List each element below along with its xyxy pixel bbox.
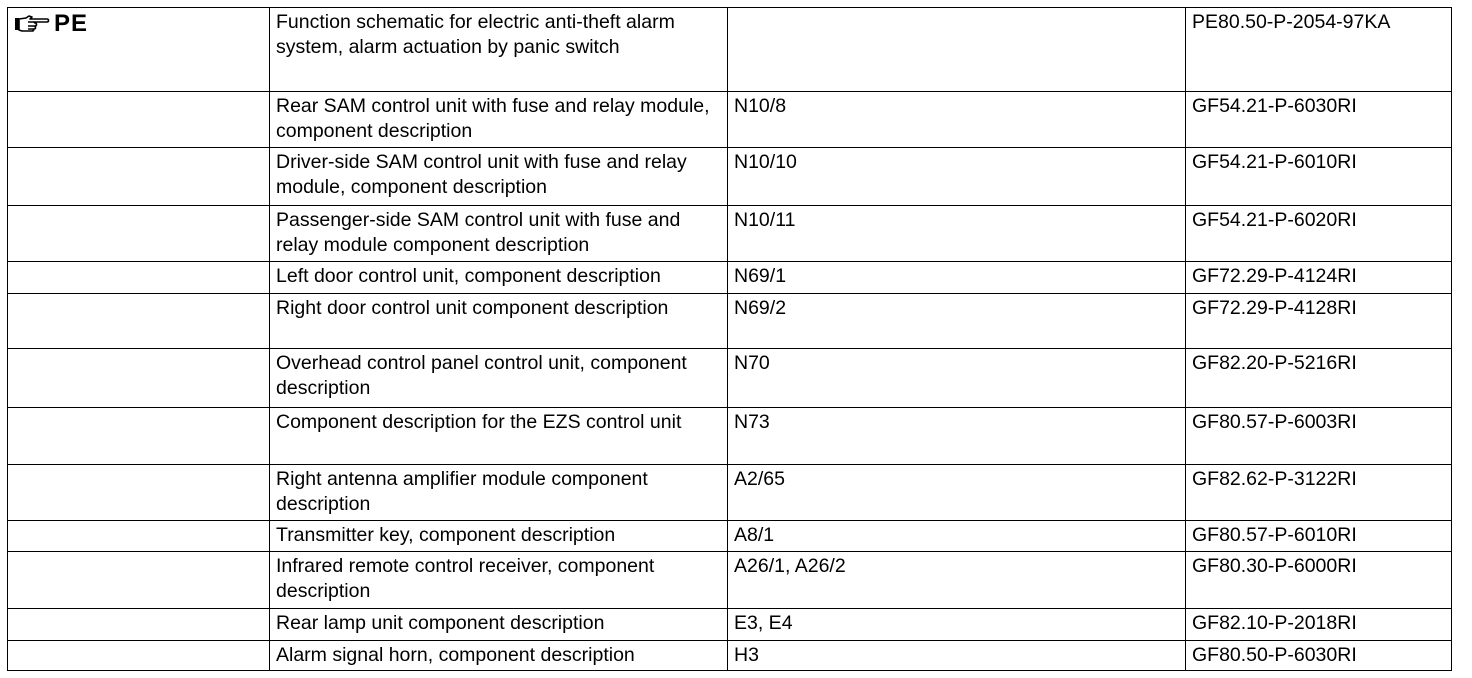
pe-cell: [8, 8, 270, 92]
reference-link[interactable]: GF72.29-P-4124RI: [1186, 262, 1452, 294]
component-code: N69/1: [728, 262, 1186, 294]
component-code: H3: [728, 641, 1186, 671]
reference-link[interactable]: GF82.62-P-3122RI: [1186, 465, 1452, 521]
pe-marker: [14, 12, 88, 36]
component-code: A8/1: [728, 521, 1186, 552]
component-code: A26/1, A26/2: [728, 552, 1186, 609]
table-row: [8, 465, 1452, 521]
empty-cell: [8, 521, 270, 552]
table-row: [8, 294, 1452, 349]
table-row: [8, 349, 1452, 408]
pointing-hand-icon: [14, 15, 50, 33]
reference-link[interactable]: GF82.10-P-2018RI: [1186, 609, 1452, 641]
component-code: N10/8: [728, 92, 1186, 148]
component-code: N70: [728, 349, 1186, 408]
component-code: N10/10: [728, 148, 1186, 206]
component-description: Infrared remote control receiver, component description: [270, 552, 728, 609]
component-description: Overhead control panel control unit, component description: [270, 349, 728, 408]
header-reference-link[interactable]: PE80.50-P-2054-97KA: [1186, 8, 1452, 92]
reference-link[interactable]: GF72.29-P-4128RI: [1186, 294, 1452, 349]
reference-link[interactable]: GF80.50-P-6030RI: [1186, 641, 1452, 671]
component-description: Rear SAM control unit with fuse and relay module, component description: [270, 92, 728, 148]
component-code: N69/2: [728, 294, 1186, 349]
component-code: N73: [728, 408, 1186, 465]
component-description: Right antenna amplifier module component description: [270, 465, 728, 521]
reference-link[interactable]: GF80.57-P-6003RI: [1186, 408, 1452, 465]
component-description: Left door control unit, component description: [270, 262, 728, 294]
empty-cell: [8, 206, 270, 262]
empty-cell: [8, 92, 270, 148]
pe-label: PE: [54, 10, 89, 37]
component-code: N10/11: [728, 206, 1186, 262]
reference-link[interactable]: GF80.30-P-6000RI: [1186, 552, 1452, 609]
component-code: E3, E4: [728, 609, 1186, 641]
component-description: Passenger-side SAM control unit with fuse and relay module component description: [270, 206, 728, 262]
component-description: Alarm signal horn, component description: [270, 641, 728, 671]
empty-cell: [8, 552, 270, 609]
table-row: [8, 521, 1452, 552]
reference-link[interactable]: GF54.21-P-6020RI: [1186, 206, 1452, 262]
header-row: [8, 8, 1452, 92]
empty-cell: [8, 609, 270, 641]
empty-cell: [8, 262, 270, 294]
empty-cell: [8, 641, 270, 671]
table-row: [8, 92, 1452, 148]
empty-cell: [8, 408, 270, 465]
table-row: [8, 552, 1452, 609]
component-description: Component description for the EZS control unit: [270, 408, 728, 465]
component-description: Rear lamp unit component description: [270, 609, 728, 641]
reference-link[interactable]: GF82.20-P-5216RI: [1186, 349, 1452, 408]
table-row: [8, 206, 1452, 262]
empty-cell: [8, 148, 270, 206]
header-description: Function schematic for electric anti-theft alarm system, alarm actuation by panic switch: [270, 8, 728, 92]
reference-table: [7, 7, 1452, 671]
empty-cell: [8, 465, 270, 521]
table-row: [8, 641, 1452, 671]
component-code: A2/65: [728, 465, 1186, 521]
component-description: Transmitter key, component description: [270, 521, 728, 552]
component-description: Right door control unit component description: [270, 294, 728, 349]
reference-link[interactable]: GF54.21-P-6010RI: [1186, 148, 1452, 206]
component-description: Driver-side SAM control unit with fuse and relay module, component description: [270, 148, 728, 206]
table-row: [8, 148, 1452, 206]
reference-link[interactable]: GF80.57-P-6010RI: [1186, 521, 1452, 552]
header-code: [728, 8, 1186, 92]
reference-link[interactable]: GF54.21-P-6030RI: [1186, 92, 1452, 148]
table-row: [8, 262, 1452, 294]
empty-cell: [8, 294, 270, 349]
table-row: [8, 408, 1452, 465]
table-row: [8, 609, 1452, 641]
empty-cell: [8, 349, 270, 408]
